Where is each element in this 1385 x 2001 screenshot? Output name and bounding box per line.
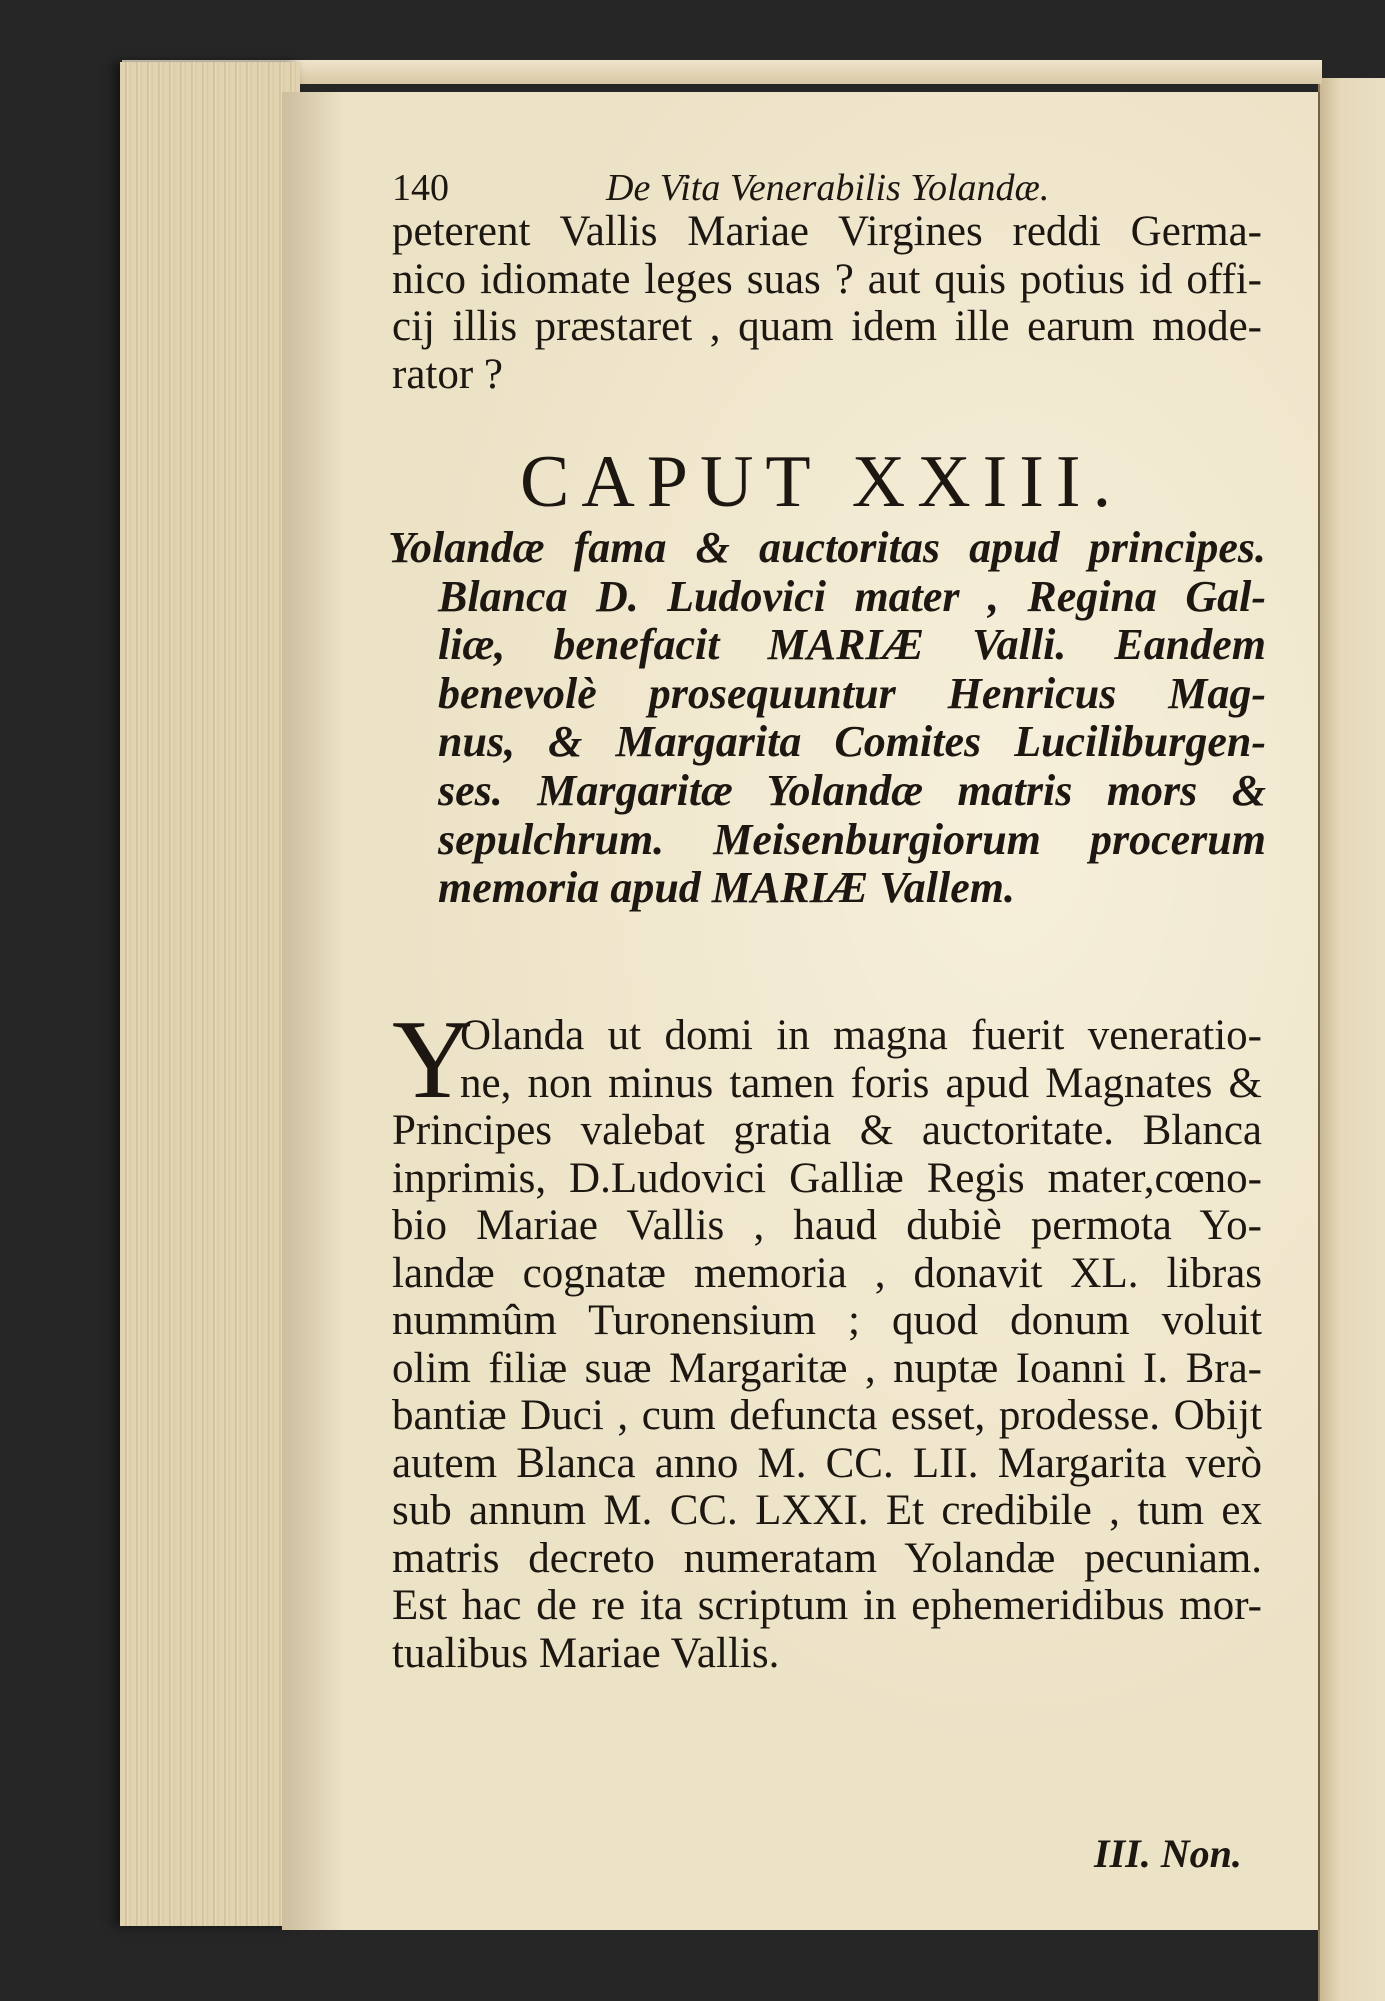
summary-line: benevolè prosequuntur Henricus Mag-: [438, 668, 1266, 718]
summary-line: memoria apud MARIÆ Vallem.: [438, 863, 1015, 913]
intro-paragraph: [392, 208, 1262, 398]
drop-cap: Y: [392, 998, 473, 1122]
summary-line: Yolandæ fama & auctoritas apud principes.: [388, 523, 1266, 572]
chapter-summary: [388, 524, 1266, 913]
summary-line: Blanca D. Ludovici mater , Regina Gal-: [438, 571, 1266, 621]
summary-line: liæ, benefacit MARIÆ Valli. Eandem: [438, 620, 1266, 670]
text-line: cij illis præstaret , quam idem ille earum mode-: [392, 303, 1262, 350]
body-paragraph: [392, 998, 1262, 1677]
page-stack-edges: [120, 62, 300, 1926]
summary-line: sepulchrum. Meisenburgiorum procerum: [438, 814, 1266, 864]
text-line: Principes valebat gratia & auctoritate. Blanca: [392, 1107, 1262, 1154]
text-line: rator ?: [392, 350, 504, 398]
text-line: bio Mariae Vallis , haud dubiè permota Yo-: [392, 1202, 1262, 1249]
text-line: inprimis, D.Ludovici Galliæ Regis mater,cœno-: [392, 1154, 1262, 1202]
text-line: ne, non minus tamen foris apud Magnates &: [460, 1059, 1262, 1107]
chapter-heading: CAPUT XXIII.: [520, 441, 1124, 523]
text-line: olim filiæ suæ Margaritæ , nuptæ Ioanni I. Bra-: [392, 1344, 1262, 1392]
text-line: Est hac de re ita scriptum in ephemeridibus mor-: [392, 1582, 1262, 1629]
book-cover-edge: [122, 60, 1322, 84]
summary-line: ses. Margaritæ Yolandæ matris mors &: [438, 765, 1266, 815]
text-line: peterent Vallis Mariae Virgines reddi Germa-: [392, 208, 1262, 255]
next-page-edge: [1318, 78, 1385, 2001]
text-line: landæ cognatæ memoria , donavit XL. libras: [392, 1249, 1262, 1297]
text-line: Olanda ut domi in magna fuerit veneratio-: [460, 1012, 1262, 1059]
summary-line: nus, & Margarita Comites Luciliburgen-: [438, 717, 1266, 767]
text-line: tualibus Mariae Vallis.: [392, 1629, 780, 1677]
text-line: autem Blanca anno M. CC. LII. Margarita verò: [392, 1439, 1262, 1487]
text-line: bantiæ Duci , cum defuncta esset, prodesse. Obijt: [392, 1392, 1262, 1439]
running-title: De Vita Venerabilis Yolandæ.: [606, 167, 1050, 209]
page-number: 140: [392, 167, 449, 209]
text-line: sub annum M. CC. LXXI. Et credibile , tum ex: [392, 1487, 1262, 1534]
text-line: nico idiomate leges suas ? aut quis potius id offi-: [392, 255, 1262, 303]
text-line: nummûm Turonensium ; quod donum voluit: [392, 1297, 1262, 1344]
text-line: matris decreto numeratam Yolandæ pecuniam.: [392, 1534, 1262, 1582]
catchword: III. Non.: [1094, 1831, 1242, 1876]
